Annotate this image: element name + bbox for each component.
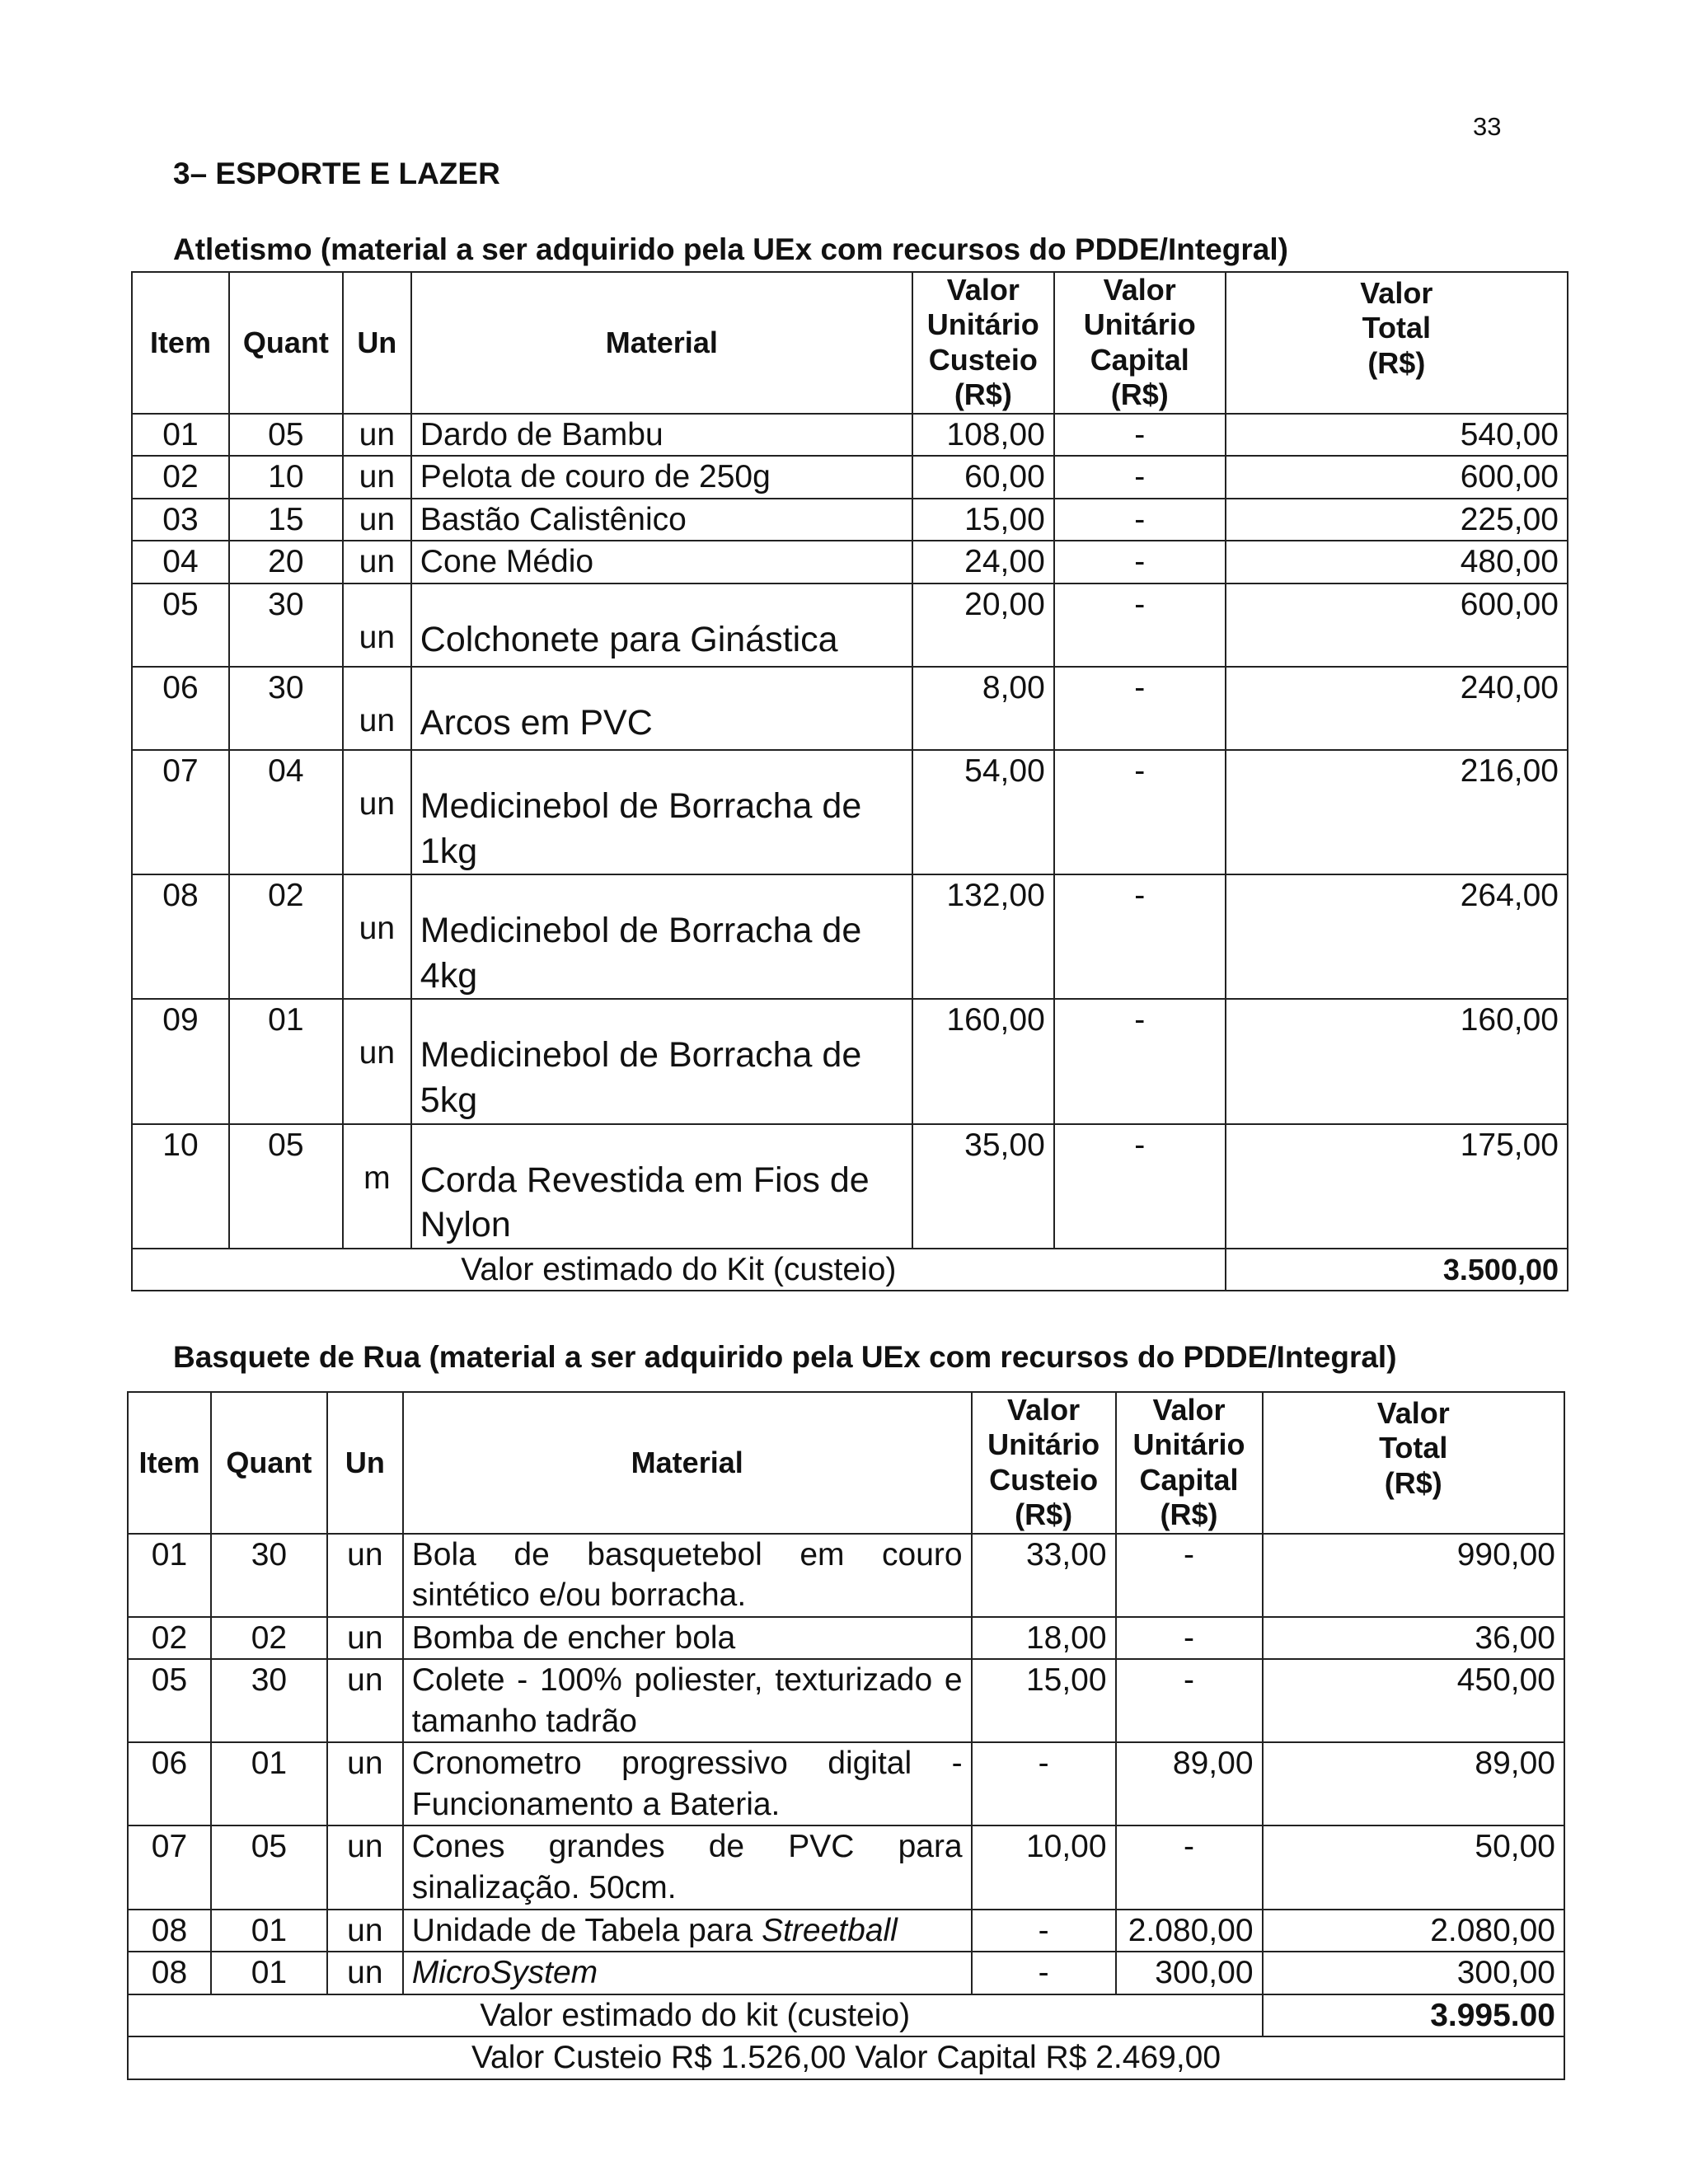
table-row — [132, 583, 1568, 667]
cell-quant: 01 — [229, 999, 343, 1123]
cell-un: un — [343, 499, 411, 541]
table-row — [128, 1742, 1564, 1825]
column-header-item: Item — [132, 272, 229, 414]
cell-total: 990,00 — [1263, 1534, 1564, 1617]
table-row — [128, 1952, 1564, 1994]
cell-quant: 30 — [211, 1534, 327, 1617]
cell-material: Bola de basquetebol em couro sintético e/ou borracha. — [403, 1534, 972, 1617]
cell-custeio: 108,00 — [912, 414, 1054, 457]
column-header-custeio: Valor Unitário Custeio (R$) — [912, 272, 1054, 414]
cell-capital: 300,00 — [1116, 1952, 1263, 1994]
column-header-total: Valor Total (R$) — [1263, 1392, 1564, 1534]
cell-material: Medicinebol de Borracha de 5kg — [411, 999, 912, 1123]
cell-material: MicroSystem — [403, 1952, 972, 1994]
table-row — [128, 1659, 1564, 1742]
cell-un: un — [343, 583, 411, 667]
cell-quant: 30 — [229, 667, 343, 750]
cell-item: 05 — [128, 1659, 211, 1742]
cell-custeio: - — [972, 1742, 1116, 1825]
cell-quant: 10 — [229, 456, 343, 499]
cell-material: Pelota de couro de 250g — [411, 456, 912, 499]
cell-total: 300,00 — [1263, 1952, 1564, 1994]
cell-capital: - — [1054, 999, 1226, 1123]
cell-un: un — [327, 1742, 403, 1825]
cell-quant: 05 — [229, 1124, 343, 1249]
cell-material: Colete - 100% poliester, texturizado e tamanho tadrão — [403, 1659, 972, 1742]
cell-custeio: 132,00 — [912, 874, 1054, 999]
cell-custeio: 54,00 — [912, 750, 1054, 874]
cell-un: un — [327, 1910, 403, 1952]
cell-custeio: - — [972, 1910, 1116, 1952]
cell-item: 02 — [132, 456, 229, 499]
table-row — [132, 456, 1568, 499]
table-row — [132, 999, 1568, 1123]
cell-total: 2.080,00 — [1263, 1910, 1564, 1952]
table-header-row — [128, 1392, 1564, 1534]
table-row — [132, 499, 1568, 541]
table-summary-row — [128, 2036, 1564, 2079]
cell-quant: 04 — [229, 750, 343, 874]
cell-quant: 01 — [211, 1910, 327, 1952]
column-header-material: Material — [403, 1392, 972, 1534]
table-row — [132, 414, 1568, 457]
cell-un: un — [343, 414, 411, 457]
cell-capital: - — [1116, 1534, 1263, 1617]
cell-total: 600,00 — [1226, 456, 1568, 499]
cell-capital: - — [1054, 583, 1226, 667]
column-header-quant: Quant — [229, 272, 343, 414]
cell-item: 08 — [128, 1952, 211, 1994]
cell-total: 225,00 — [1226, 499, 1568, 541]
cell-total: 240,00 — [1226, 667, 1568, 750]
page-number: 33 — [1473, 112, 1502, 141]
cell-material: Medicinebol de Borracha de 4kg — [411, 874, 912, 999]
cell-quant: 30 — [211, 1659, 327, 1742]
cell-custeio: 8,00 — [912, 667, 1054, 750]
street-basketball-table-title: Basquete de Rua (material a ser adquirido pela UEx com recursos do PDDE/Integral) — [173, 1340, 1397, 1374]
cell-custeio: 33,00 — [972, 1534, 1116, 1617]
column-header-custeio: Valor Unitário Custeio (R$) — [972, 1392, 1116, 1534]
column-header-un: Un — [327, 1392, 403, 1534]
cell-material: Cronometro progressivo digital - Funcionamento a Bateria. — [403, 1742, 972, 1825]
table-footer-row — [128, 1994, 1564, 2037]
cell-un: un — [343, 541, 411, 583]
cell-capital: - — [1116, 1825, 1263, 1909]
cell-un: un — [327, 1617, 403, 1660]
cell-custeio: 20,00 — [912, 583, 1054, 667]
cell-material: Bastão Calistênico — [411, 499, 912, 541]
cell-total: 480,00 — [1226, 541, 1568, 583]
cell-quant: 05 — [211, 1825, 327, 1909]
cell-total: 175,00 — [1226, 1124, 1568, 1249]
cell-material: Arcos em PVC — [411, 667, 912, 750]
cell-un: un — [327, 1534, 403, 1617]
cell-total: 36,00 — [1263, 1617, 1564, 1660]
cell-custeio: 15,00 — [972, 1659, 1116, 1742]
cell-un: un — [343, 456, 411, 499]
cell-item: 08 — [132, 874, 229, 999]
kit-estimate-label: Valor estimado do Kit (custeio) — [132, 1249, 1226, 1291]
cell-custeio: 35,00 — [912, 1124, 1054, 1249]
cell-quant: 15 — [229, 499, 343, 541]
cell-item: 05 — [132, 583, 229, 667]
athletics-table-title: Atletismo (material a ser adquirido pela UEx com recursos do PDDE/Integral) — [173, 232, 1288, 266]
cell-capital: - — [1116, 1617, 1263, 1660]
table-row — [132, 667, 1568, 750]
cell-item: 07 — [128, 1825, 211, 1909]
kit-estimate-value: 3.995.00 — [1263, 1994, 1564, 2037]
kit-estimate-label: Valor estimado do kit (custeio) — [128, 1994, 1263, 2037]
cell-item: 06 — [128, 1742, 211, 1825]
cell-capital: 89,00 — [1116, 1742, 1263, 1825]
cell-un: un — [327, 1659, 403, 1742]
cell-custeio: 24,00 — [912, 541, 1054, 583]
cell-item: 08 — [128, 1910, 211, 1952]
cell-total: 89,00 — [1263, 1742, 1564, 1825]
cell-item: 03 — [132, 499, 229, 541]
cell-material: Cone Médio — [411, 541, 912, 583]
cell-capital: - — [1054, 874, 1226, 999]
cell-quant: 02 — [229, 874, 343, 999]
table-row — [132, 1124, 1568, 1249]
column-header-un: Un — [343, 272, 411, 414]
cell-total: 540,00 — [1226, 414, 1568, 457]
table-row — [132, 750, 1568, 874]
column-header-quant: Quant — [211, 1392, 327, 1534]
cell-custeio: 18,00 — [972, 1617, 1116, 1660]
column-header-material: Material — [411, 272, 912, 414]
cell-capital: - — [1054, 1124, 1226, 1249]
cell-total: 216,00 — [1226, 750, 1568, 874]
cell-custeio: - — [972, 1952, 1116, 1994]
cell-un: un — [327, 1825, 403, 1909]
column-header-item: Item — [128, 1392, 211, 1534]
cell-item: 04 — [132, 541, 229, 583]
cell-material: Colchonete para Ginástica — [411, 583, 912, 667]
column-header-capital: Valor Unitário Capital (R$) — [1054, 272, 1226, 414]
section-title: 3– ESPORTE E LAZER — [173, 157, 500, 190]
cell-material: Corda Revestida em Fios de Nylon — [411, 1124, 912, 1249]
cell-item: 10 — [132, 1124, 229, 1249]
cell-material: Bomba de encher bola — [403, 1617, 972, 1660]
cell-capital: - — [1054, 667, 1226, 750]
street-basketball-materials-table — [127, 1391, 1565, 2080]
column-header-total: Valor Total (R$) — [1226, 272, 1568, 414]
cell-item: 09 — [132, 999, 229, 1123]
cell-total: 450,00 — [1263, 1659, 1564, 1742]
cell-item: 07 — [132, 750, 229, 874]
table-row — [132, 541, 1568, 583]
table-row — [128, 1534, 1564, 1617]
column-header-capital: Valor Unitário Capital (R$) — [1116, 1392, 1263, 1534]
cell-un: un — [343, 667, 411, 750]
cell-capital: - — [1054, 541, 1226, 583]
cell-quant: 05 — [229, 414, 343, 457]
cell-material: Cones grandes de PVC para sinalização. 50cm. — [403, 1825, 972, 1909]
cell-quant: 30 — [229, 583, 343, 667]
cell-item: 01 — [132, 414, 229, 457]
cell-capital: - — [1116, 1659, 1263, 1742]
cell-item: 01 — [128, 1534, 211, 1617]
cell-un: un — [343, 750, 411, 874]
cell-custeio: 15,00 — [912, 499, 1054, 541]
cell-material: Unidade de Tabela para Streetball — [403, 1910, 972, 1952]
cell-item: 02 — [128, 1617, 211, 1660]
cell-un: un — [343, 874, 411, 999]
cell-capital: 2.080,00 — [1116, 1910, 1263, 1952]
cell-capital: - — [1054, 456, 1226, 499]
cell-quant: 20 — [229, 541, 343, 583]
table-row — [132, 874, 1568, 999]
cell-custeio: 10,00 — [972, 1825, 1116, 1909]
table-footer-row — [132, 1249, 1568, 1291]
cell-quant: 02 — [211, 1617, 327, 1660]
table-row — [128, 1910, 1564, 1952]
cell-un: un — [343, 999, 411, 1123]
cell-capital: - — [1054, 750, 1226, 874]
cell-quant: 01 — [211, 1952, 327, 1994]
table-row — [128, 1825, 1564, 1909]
cell-total: 600,00 — [1226, 583, 1568, 667]
cell-material: Dardo de Bambu — [411, 414, 912, 457]
kit-estimate-value: 3.500,00 — [1226, 1249, 1568, 1291]
cell-custeio: 60,00 — [912, 456, 1054, 499]
athletics-materials-table — [131, 271, 1568, 1291]
cell-quant: 01 — [211, 1742, 327, 1825]
cell-material: Medicinebol de Borracha de 1kg — [411, 750, 912, 874]
cell-total: 160,00 — [1226, 999, 1568, 1123]
cell-un: m — [343, 1124, 411, 1249]
cell-capital: - — [1054, 414, 1226, 457]
cell-capital: - — [1054, 499, 1226, 541]
cost-capital-summary: Valor Custeio R$ 1.526,00 Valor Capital R$ 2.469,00 — [128, 2036, 1564, 2079]
cell-total: 50,00 — [1263, 1825, 1564, 1909]
table-row — [128, 1617, 1564, 1660]
cell-custeio: 160,00 — [912, 999, 1054, 1123]
table-header-row — [132, 272, 1568, 414]
cell-total: 264,00 — [1226, 874, 1568, 999]
cell-un: un — [327, 1952, 403, 1994]
cell-item: 06 — [132, 667, 229, 750]
